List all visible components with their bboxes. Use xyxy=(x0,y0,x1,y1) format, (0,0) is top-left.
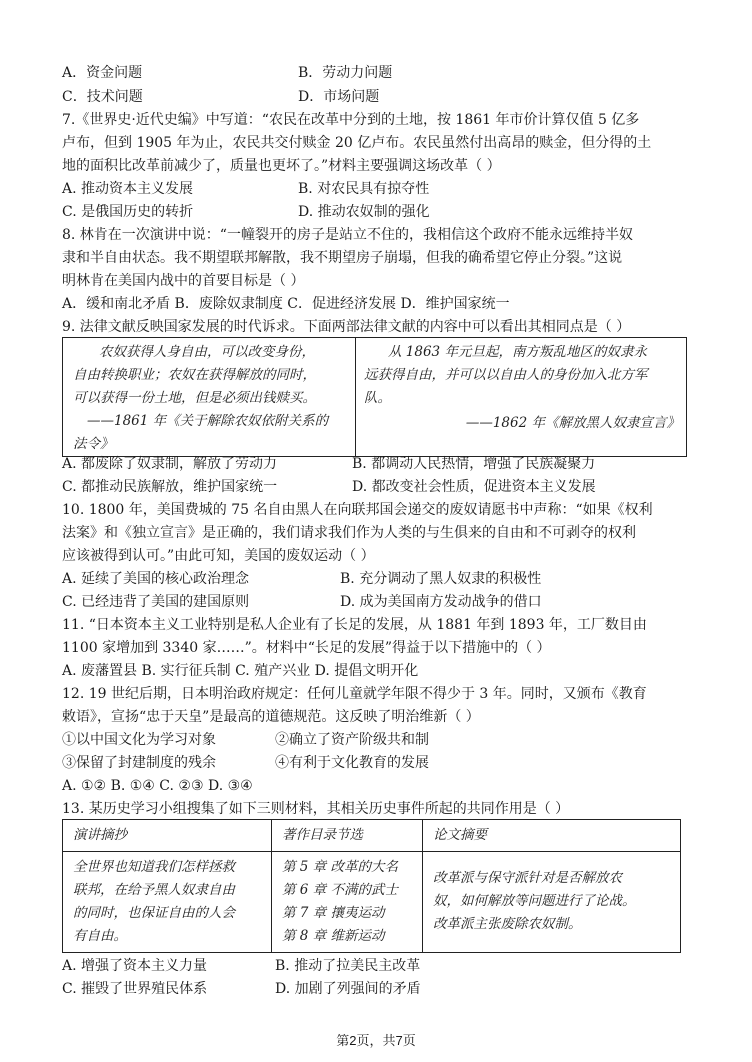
q7-stem-line-3: 地的面积比改革前减少了，质量也更坏了。”材料主要强调这场改革（ ） xyxy=(62,158,501,174)
q12-item-4: ④有利于文化教育的发展 xyxy=(275,755,429,771)
q8-options: A．缓和南北矛盾 B．废除奴隶制度 C．促进经济发展 D．维护国家统一 xyxy=(62,296,510,312)
q13-speech-line-1: 全世界也知道我们怎样拯救 xyxy=(73,859,235,875)
q9-right-line-1: 从 1863 年元旦起，南方叛乱地区的奴隶永 xyxy=(388,344,647,360)
q13-paper-line-3: 改革派主张废除农奴制。 xyxy=(433,916,582,932)
q9-table xyxy=(62,337,687,457)
q9-option-d: D. 都改变社会性质，促进资本主义发展 xyxy=(352,479,596,495)
q9-left-cell xyxy=(63,338,356,457)
q10-option-a: A. 延续了美国的核心政治理念 xyxy=(62,571,250,587)
q7-option-c: C. 是俄国历史的转折 xyxy=(62,204,194,220)
q13-option-a: A. 增强了资本主义力量 xyxy=(62,958,208,974)
q10-option-b: B. 充分调动了黑人奴隶的积极性 xyxy=(340,571,542,587)
q9-right-line-3: 队。 xyxy=(364,390,391,406)
q12-stem-line-1: 12. 19 世纪后期，日本明治政府规定：任何儿童就学年限不得少于 3 年。同时，又颁布《教育 xyxy=(62,686,647,702)
q9-stem: 9. 法律文献反映国家发展的时代诉求。下面两部法律文献的内容中可以看出其相同点是（ ） xyxy=(62,319,631,335)
q9-option-a: A. 都废除了奴隶制，解放了劳动力 xyxy=(62,456,278,472)
q10-stem-line-3: 应该被得到认可。”由此可知，美国的废奴运动（ ） xyxy=(62,548,375,564)
q8-stem-line-2: 隶和半自由状态。我不期望联邦解散，我不期望房子崩塌，但我的确希望它停止分裂。”这说 xyxy=(62,250,623,266)
q13-speech-line-2: 联邦，在给予黑人奴隶自由 xyxy=(73,882,235,898)
q13-paper-line-2: 奴，如何解放等问题进行了论战。 xyxy=(433,893,636,909)
q9-option-b: B. 都调动人民热情，增强了民族凝聚力 xyxy=(352,456,596,472)
q7-stem-line-2: 卢布，但到 1905 年为止，农民共交付赎金 20 亿卢布。农民虽然付出高昂的赎金，但分得的土 xyxy=(62,135,652,151)
q10-stem-line-2: 法案》和《独立宣言》是正确的，我们请求我们作为人类的与生俱来的自由和不可剥夺的权利 xyxy=(62,525,636,541)
q12-item-1: ①以中国文化为学习对象 xyxy=(62,732,216,748)
q9-option-c: C. 都推动民族解放，维护国家统一 xyxy=(62,479,278,495)
q13-header-speech xyxy=(63,820,272,852)
q9-right-source: ——1862 年《解放黑人奴隶宣言》 xyxy=(465,415,680,431)
q12-options: A. ①② B. ①④ C. ②③ D. ③④ xyxy=(62,778,253,794)
q13-speech-cell xyxy=(63,852,272,953)
q9-left-source-2: 法令》 xyxy=(73,436,114,452)
q13-books-line-3: 第 7 章 攘夷运动 xyxy=(282,905,385,921)
q12-item-2: ②确立了资产阶级共和制 xyxy=(275,732,429,748)
q13-header-books xyxy=(272,820,423,852)
q13-stem: 13. 某历史学习小组搜集了如下三则材料，其相关历史事件所起的共同作用是（ ） xyxy=(62,801,570,817)
q9-right-cell xyxy=(356,338,687,457)
q7-option-b: B. 对农民具有掠夺性 xyxy=(298,181,430,197)
q13-books-cell xyxy=(272,852,423,953)
q13-option-d: D. 加剧了列强间的矛盾 xyxy=(275,981,421,997)
q13-books-line-2: 第 6 章 不满的武士 xyxy=(282,882,398,898)
q13-speech-line-4: 有自由。 xyxy=(73,928,127,944)
q13-option-c: C. 摧毁了世界殖民体系 xyxy=(62,981,208,997)
q9-right-line-2: 远获得自由，并可以以自由人的身份加入北方军 xyxy=(364,367,648,383)
q13-table xyxy=(62,819,681,953)
q9-left-line-2: 自由转换职业；农奴在获得解放的同时， xyxy=(73,367,316,383)
q7-option-a: A. 推动资本主义发展 xyxy=(62,181,194,197)
q13-speech-line-3: 的同时，也保证自由的人会 xyxy=(73,905,235,921)
q13-header-paper-label: 论文摘要 xyxy=(433,827,487,843)
q13-books-line-1: 第 5 章 改革的大名 xyxy=(282,859,398,875)
q12-stem-line-2: 敕语》，宣扬“忠于天皇”是最高的道德规范。这反映了明治维新（ ） xyxy=(62,709,480,725)
q13-paper-line-1: 改革派与保守派针对是否解放农 xyxy=(433,870,622,886)
q13-option-b: B. 推动了拉美民主改革 xyxy=(275,958,421,974)
q10-option-d: D. 成为美国南方发动战争的借口 xyxy=(340,594,542,610)
page-footer: 第2页，共7页 xyxy=(336,1033,416,1048)
q13-books-line-4: 第 8 章 维新运动 xyxy=(282,928,385,944)
q9-left-line-3: 可以获得一份土地，但是必须出钱赎买。 xyxy=(73,390,316,406)
q11-stem-line-2: 1100 家增加到 3340 家……”。材料中“长足的发展”得益于以下措施中的（ ） xyxy=(62,640,551,656)
q12-item-3: ③保留了封建制度的残余 xyxy=(62,755,216,771)
q10-stem-line-1: 10. 1800 年，美国费城的 75 名自由黑人在向联邦国会递交的废奴请愿书中声称：“如果《权利 xyxy=(62,502,653,518)
q8-stem-line-3: 明林肯在美国内战中的首要目标是（ ） xyxy=(62,273,305,289)
prev-option-d: D．市场问题 xyxy=(298,89,380,105)
q9-left-source-1: ——1861 年《关于解除农奴依附关系的 xyxy=(87,413,329,429)
q13-header-books-label: 著作目录节选 xyxy=(282,827,363,843)
prev-option-c: C．技术问题 xyxy=(62,89,143,105)
q13-paper-cell xyxy=(423,852,681,953)
q13-header-paper xyxy=(423,820,681,852)
q7-option-d: D. 推动农奴制的强化 xyxy=(298,204,430,220)
prev-option-b: B．劳动力问题 xyxy=(298,65,393,81)
q8-stem-line-1: 8. 林肯在一次演讲中说：“一幢裂开的房子是站立不住的，我相信这个政府不能永远维持半奴 xyxy=(62,227,633,243)
q10-option-c: C. 已经违背了美国的建国原则 xyxy=(62,594,250,610)
q11-options: A. 废藩置县 B. 实行征兵制 C. 殖产兴业 D. 提倡文明开化 xyxy=(62,663,419,679)
q9-left-line-1: 农奴获得人身自由，可以改变身份， xyxy=(99,344,315,360)
q13-header-speech-label: 演讲摘抄 xyxy=(73,827,127,843)
q7-stem-line-1: 7.《世界史·近代史编》中写道：“农民在改革中分到的土地，按 1861 年市价计算仅值 5 亿多 xyxy=(62,112,640,128)
prev-option-a: A．资金问题 xyxy=(62,65,143,81)
q11-stem-line-1: 11. “日本资本主义工业特别是私人企业有了长足的发展，从 1881 年到 1893 年，工厂数目由 xyxy=(62,617,647,633)
